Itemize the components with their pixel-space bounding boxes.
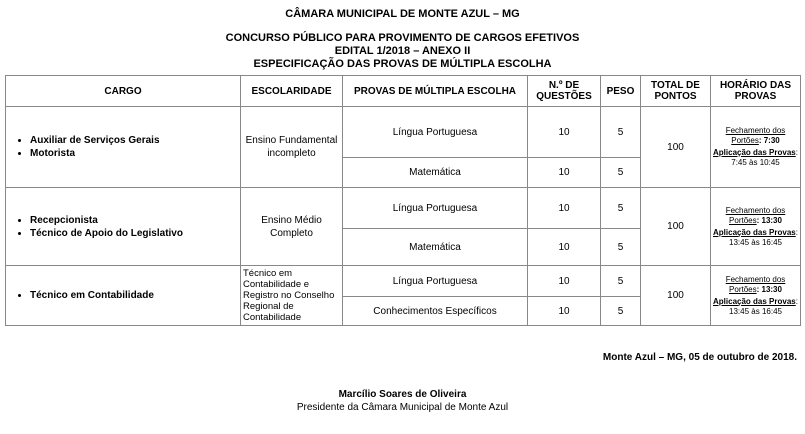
- fechamento-time: : 13:30: [756, 215, 782, 225]
- questoes-cell: 10: [528, 229, 601, 266]
- prova-name: Língua Portuguesa: [343, 188, 528, 229]
- peso-cell: 5: [601, 229, 641, 266]
- fechamento-label: Fechamento dos Portões: [725, 205, 786, 225]
- total-cell: 100: [641, 107, 711, 188]
- fechamento-label: Fechamento dos Portões: [725, 274, 786, 294]
- table-row: [6, 107, 801, 158]
- horario-cell: [711, 107, 801, 188]
- horario-cell: [711, 188, 801, 266]
- col-provas: PROVAS DE MÚLTIPLA ESCOLHA: [343, 76, 528, 107]
- prova-name: Língua Portuguesa: [343, 266, 528, 297]
- col-peso: PESO: [601, 76, 641, 107]
- edital-title: EDITAL 1/2018 – ANEXO II: [334, 45, 471, 57]
- col-questoes: N.º DE QUESTÕES: [528, 76, 601, 107]
- total-cell: 100: [641, 266, 711, 326]
- horario-cell: [711, 266, 801, 326]
- cargo-item: • Auxiliar de Serviços Gerais: [30, 134, 238, 147]
- aplicacao-label: Aplicação das Provas: [713, 296, 796, 306]
- cargo-cell: [6, 266, 241, 326]
- section-title: ESPECIFICAÇÃO DAS PROVAS DE MÚLTIPLA ESCOLHA: [253, 58, 552, 70]
- aplicacao-label: Aplicação das Provas: [713, 148, 796, 157]
- document-title: CONCURSO PÚBLICO PARA PROVIMENTO DE CARGOS EFETIVOS: [225, 32, 580, 44]
- cargo-item: • Recepcionista: [30, 214, 238, 227]
- signatory-role: Presidente da Câmara Municipal de Monte Azul: [296, 402, 509, 413]
- signatory-name: Marcílio Soares de Oliveira: [338, 389, 467, 400]
- institution-title: CÂMARA MUNICIPAL DE MONTE AZUL – MG: [285, 8, 520, 20]
- date-line: Monte Azul – MG, 05 de outubro de 2018.: [602, 352, 797, 363]
- escolaridade-cell: Ensino Médio Completo: [241, 188, 343, 266]
- cargo-cell: [6, 188, 241, 266]
- peso-cell: 5: [601, 107, 641, 158]
- col-total: TOTAL DE PONTOS: [641, 76, 711, 107]
- prova-name: Matemática: [343, 229, 528, 266]
- questoes-cell: 10: [528, 107, 601, 158]
- table-row: [6, 188, 801, 229]
- aplicacao-time: : 13:45 às 16:45: [729, 227, 798, 247]
- aplicacao-label: Aplicação das Provas: [713, 227, 796, 237]
- aplicacao-time: : 13:45 às 16:45: [729, 296, 798, 316]
- peso-cell: 5: [601, 297, 641, 326]
- cargo-item: • Motorista: [30, 147, 238, 160]
- questoes-cell: 10: [528, 188, 601, 229]
- peso-cell: 5: [601, 266, 641, 297]
- cargo-item: • Técnico de Apoio do Legislativo: [30, 227, 238, 240]
- escolaridade-cell: Técnico em Contabilidade e Registro no Conselho Regional de Contabilidade: [241, 266, 343, 326]
- prova-name: Matemática: [343, 158, 528, 188]
- questoes-cell: 10: [528, 297, 601, 326]
- table-row: [6, 266, 801, 297]
- prova-name: Língua Portuguesa: [343, 107, 528, 158]
- total-cell: 100: [641, 188, 711, 266]
- escolaridade-cell: Ensino Fundamental incompleto: [241, 107, 343, 188]
- col-escolaridade: ESCOLARIDADE: [241, 76, 343, 107]
- col-cargo: CARGO: [6, 76, 241, 107]
- questoes-cell: 10: [528, 266, 601, 297]
- fechamento-label: Fechamento dos Portões: [725, 126, 786, 145]
- col-horario: HORÁRIO DAS PROVAS: [711, 76, 801, 107]
- cargo-item: • Técnico em Contabilidade: [30, 289, 238, 302]
- fechamento-time: : 7:30: [758, 136, 780, 145]
- exam-spec-table: [5, 75, 801, 326]
- prova-name: Conhecimentos Específicos: [343, 297, 528, 326]
- fechamento-time: : 13:30: [756, 284, 782, 294]
- peso-cell: 5: [601, 188, 641, 229]
- aplicacao-time: : 7:45 às 10:45: [731, 148, 798, 167]
- peso-cell: 5: [601, 158, 641, 188]
- questoes-cell: 10: [528, 158, 601, 188]
- cargo-cell: [6, 107, 241, 188]
